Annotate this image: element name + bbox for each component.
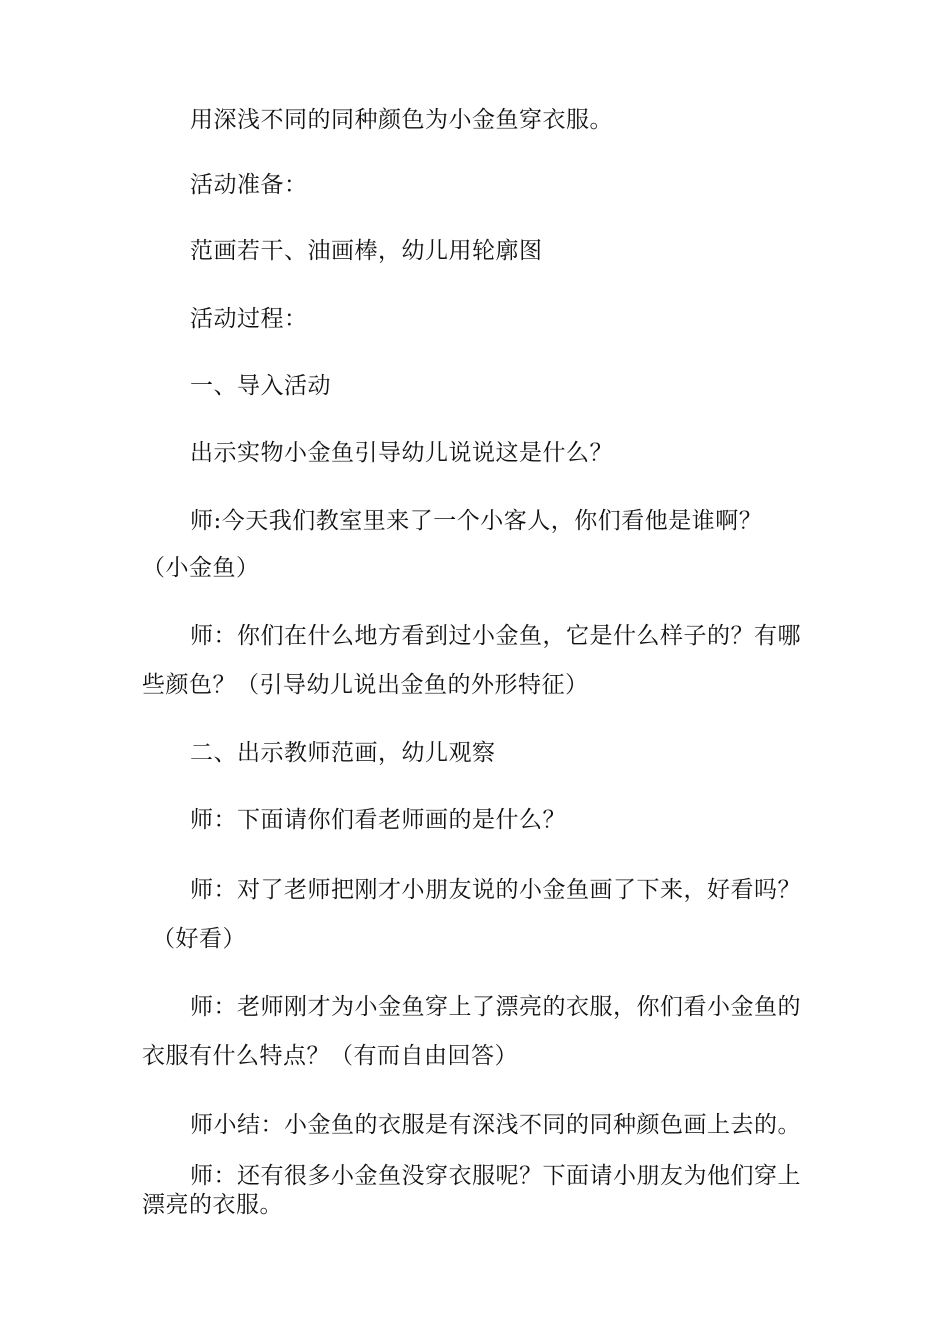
heading-activity-process: 活动过程：	[190, 306, 308, 332]
paragraph-show-goldfish: 出示实物小金鱼引导幼儿说说这是什么？	[190, 440, 613, 466]
paragraph-teacher-task-line1: 师：还有很多小金鱼没穿衣服呢？下面请小朋友为他们穿上	[190, 1163, 801, 1189]
paragraph-goal: 用深浅不同的同种颜色为小金鱼穿衣服。	[190, 107, 613, 133]
paragraph-teacher-look: 师：下面请你们看老师画的是什么？	[190, 807, 566, 833]
heading-section-two: 二、出示教师范画，幼儿观察	[190, 740, 496, 766]
paragraph-materials: 范画若干、油画棒，幼儿用轮廓图	[190, 238, 543, 264]
paragraph-teacher-drawn-line1: 师：对了老师把刚才小朋友说的小金鱼画了下来，好看吗？	[190, 877, 801, 903]
heading-activity-preparation: 活动准备：	[190, 172, 308, 198]
paragraph-teacher-where-line1: 师：你们在什么地方看到过小金鱼，它是什么样子的？有哪	[190, 623, 801, 649]
paragraph-teacher-guest-line2: （小金鱼）	[142, 555, 260, 581]
heading-section-one: 一、导入活动	[190, 373, 331, 399]
paragraph-teacher-clothes-line1: 师：老师刚才为小金鱼穿上了漂亮的衣服，你们看小金鱼的	[190, 994, 801, 1020]
paragraph-teacher-guest-line1: 师:今天我们教室里来了一个小客人，你们看他是谁啊？	[190, 508, 763, 534]
paragraph-teacher-drawn-line2: （好看）	[152, 926, 246, 952]
paragraph-teacher-summary: 师小结：小金鱼的衣服是有深浅不同的同种颜色画上去的。	[190, 1112, 801, 1138]
paragraph-teacher-task-line2: 漂亮的衣服。	[142, 1192, 283, 1218]
paragraph-teacher-where-line2: 些颜色？（引导幼儿说出金鱼的外形特征）	[142, 672, 589, 698]
paragraph-teacher-clothes-line2: 衣服有什么特点？（有而自由回答）	[142, 1043, 518, 1069]
